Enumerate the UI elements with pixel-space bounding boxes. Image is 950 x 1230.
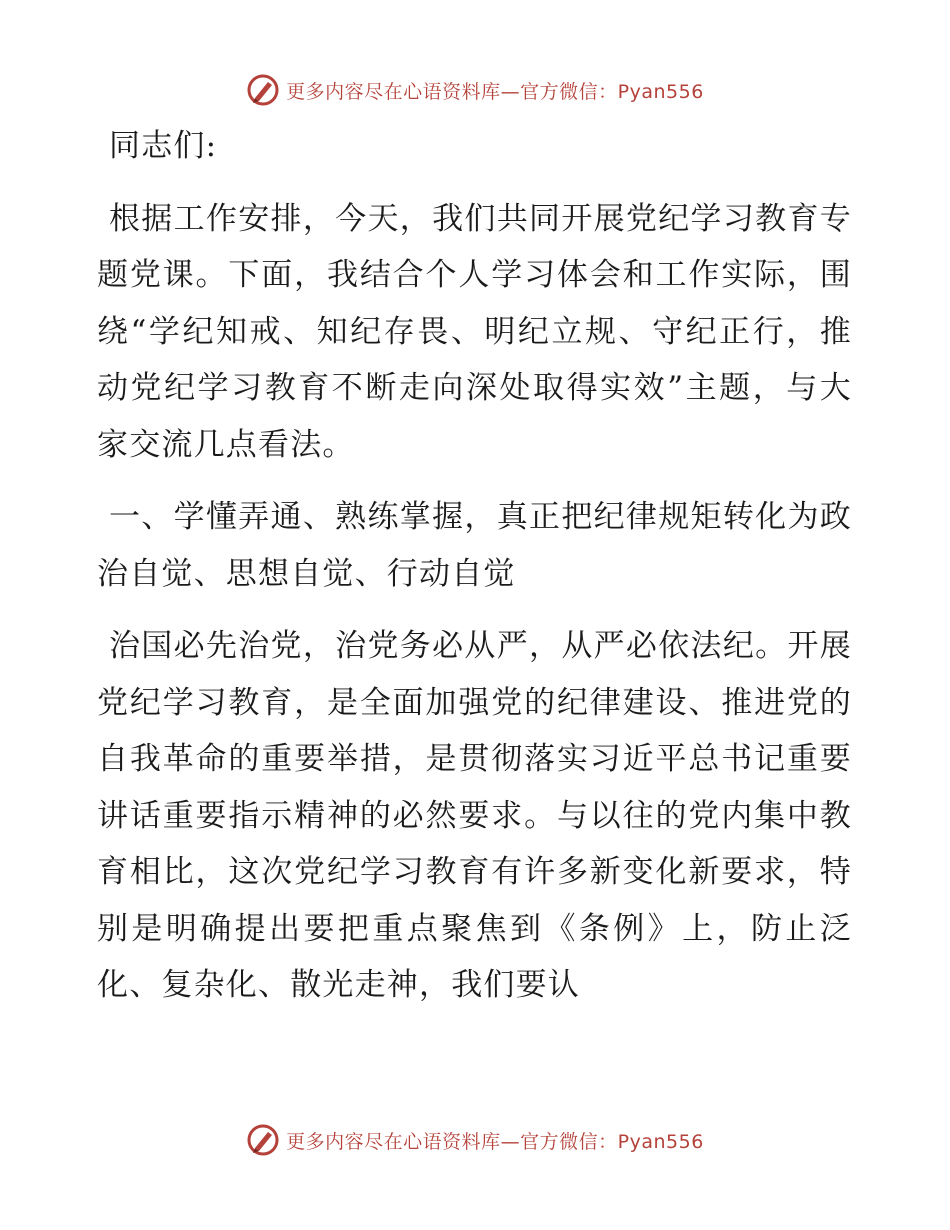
pen-logo-icon (246, 73, 280, 107)
watermark-text: 更多内容尽在心语资料库—官方微信：Pyan556 (286, 80, 704, 103)
paragraph-intro: 根据工作安排，今天，我们共同开展党纪学习教育专题党课。下面，我结合个人学习体会和工作实际，围绕“学纪知戒、知纪存畏、明纪立规、守纪正行，推动党纪学习教育不断走向深处取得实效”主题，与大家交流几点看法。 (97, 200, 852, 463)
pen-logo-icon (246, 1123, 280, 1157)
header-watermark (0, 70, 950, 110)
footer-watermark (0, 1120, 950, 1160)
salutation: 同志们: (109, 128, 218, 164)
paragraph-body: 治国必先治党，治党务必从严，从严必依法纪。开展党纪学习教育，是全面加强党的纪律建设、推进党的自我革命的重要举措，是贯彻落实习近平总书记重要讲话重要指示精神的必然要求。与以往的党内集中教育相比，这次党纪学习教育有许多新变化新要求，特别是明确提出要把重点聚焦到《条例》上，防止泛化、复杂化、散光走神，我们要认 (97, 628, 852, 1003)
section-heading-1: 一、学懂弄通、熟练掌握，真正把纪律规矩转化为政治自觉、思想自觉、行动自觉 (97, 499, 852, 592)
document-body (97, 118, 852, 1014)
watermark-text: 更多内容尽在心语资料库—官方微信：Pyan556 (286, 1130, 704, 1153)
